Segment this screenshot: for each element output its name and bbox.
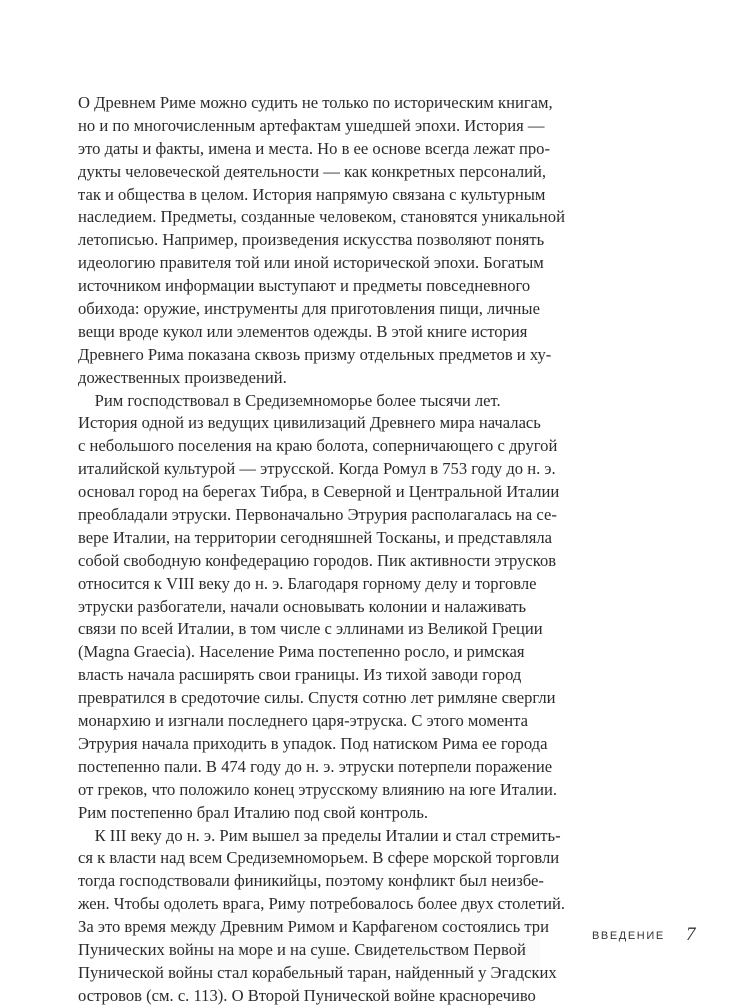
text-line: Древнего Рима показана сквозь призму отдельных предметов и ху- [78,344,552,364]
text-line: источником информации выступают и предметы повседневного [78,276,531,296]
text-line: К III веку до н. э. Рим вышел за пределы Италии и стал стремить- [78,825,561,845]
text-line: (Magna Graecia). Население Рима постепенно росло, и римская [78,642,525,662]
text-line: превратился в средоточие силы. Спустя сотню лет римляне свергли [78,688,556,708]
text-line: О Древнем Риме можно судить не только по историческим книгам, [78,93,553,112]
text-line: летописью. Например, произведения искусства позволяют понять [78,230,545,250]
text-line: это даты и факты, имена и места. Но в ее основе всегда лежат про- [78,138,550,158]
text-line: от греков, что положило конец этрусскому влиянию на юге Италии. [78,779,557,799]
text-line: островов (см. с. 113). О Второй Пунической войне красноречиво [78,985,536,1005]
text-line: дукты человеческой деятельности — как конкретных персоналий, [78,161,547,181]
page-number: 7 [686,924,696,945]
text-line: тогда господствовали финикийцы, поэтому конфликт был неизбе- [78,871,544,891]
text-line: власть начала расширять свои границы. Из тихой заводи город [78,665,522,685]
text-line: преобладали этруски. Первоначально Этрурия располагалась на се- [78,505,557,525]
text-line: наследием. Предметы, созданные человеком, становятся уникальной [78,207,565,227]
text-line: Рим господствовал в Средиземноморье более тысячи лет. [78,390,501,410]
text-line: относится к VIII веку до н. э. Благодаря горному делу и торговле [78,573,537,593]
text-line: За это время между Древним Римом и Карфагеном состоялись три [78,917,549,937]
text-line: ся к власти над всем Средиземноморьем. В сфере морской торговли [78,848,560,868]
text-line: Пунической войны стал корабельный таран, найденный у Эгадских [78,962,557,982]
text-line: вере Италии, на территории сегодняшней Тосканы, и представляла [78,527,552,547]
text-line: История одной из ведущих цивилизаций Древнего мира началась [78,413,541,433]
text-line: Рим постепенно брал Италию под свой контроль. [78,802,429,822]
text-line: вещи вроде кукол или элементов одежды. В этой книге история [78,321,528,341]
text-line: основал город на берегах Тибра, в Северной и Центральной Италии [78,482,560,502]
text-line: но и по многочисленным артефактам ушедшей эпохи. История — [78,115,545,135]
text-line: монархию и изгнали последнего царя-этруска. С этого момента [78,711,528,731]
text-line: дожественных произведений. [78,367,287,387]
text-line: постепенно пали. В 474 году до н. э. этруски потерпели поражение [78,756,553,776]
text-line: так и общества в целом. История напрямую связана с культурным [78,184,546,204]
text-line: Пунических войны на море и на суше. Свидетельством Первой [78,939,526,959]
text-line: собой свободную конфедерацию городов. Пик активности этрусков [78,550,557,570]
text-line: связи по всей Италии, в том числе с эллинами из Великой Греции [78,619,543,639]
text-line: с небольшого поселения на краю болота, соперничающего с другой [78,436,558,456]
body-text [78,92,566,1008]
text-line: обихода: оружие, инструменты для приготовления пищи, личные [78,299,540,319]
text-line: этруски разбогатели, начали основывать колонии и налаживать [78,596,527,616]
text-line: жен. Чтобы одолеть врага, Риму потребовалось более двух столетий. [78,894,566,914]
section-label: ВВЕДЕНИЕ [592,930,665,942]
text-line: Этрурия начала приходить в упадок. Под натиском Рима ее города [78,733,548,753]
text-line: идеологию правителя той или иной исторической эпохи. Богатым [78,253,544,273]
text-line: италийской культурой — этрусской. Когда Ромул в 753 году до н. э. [78,459,556,479]
